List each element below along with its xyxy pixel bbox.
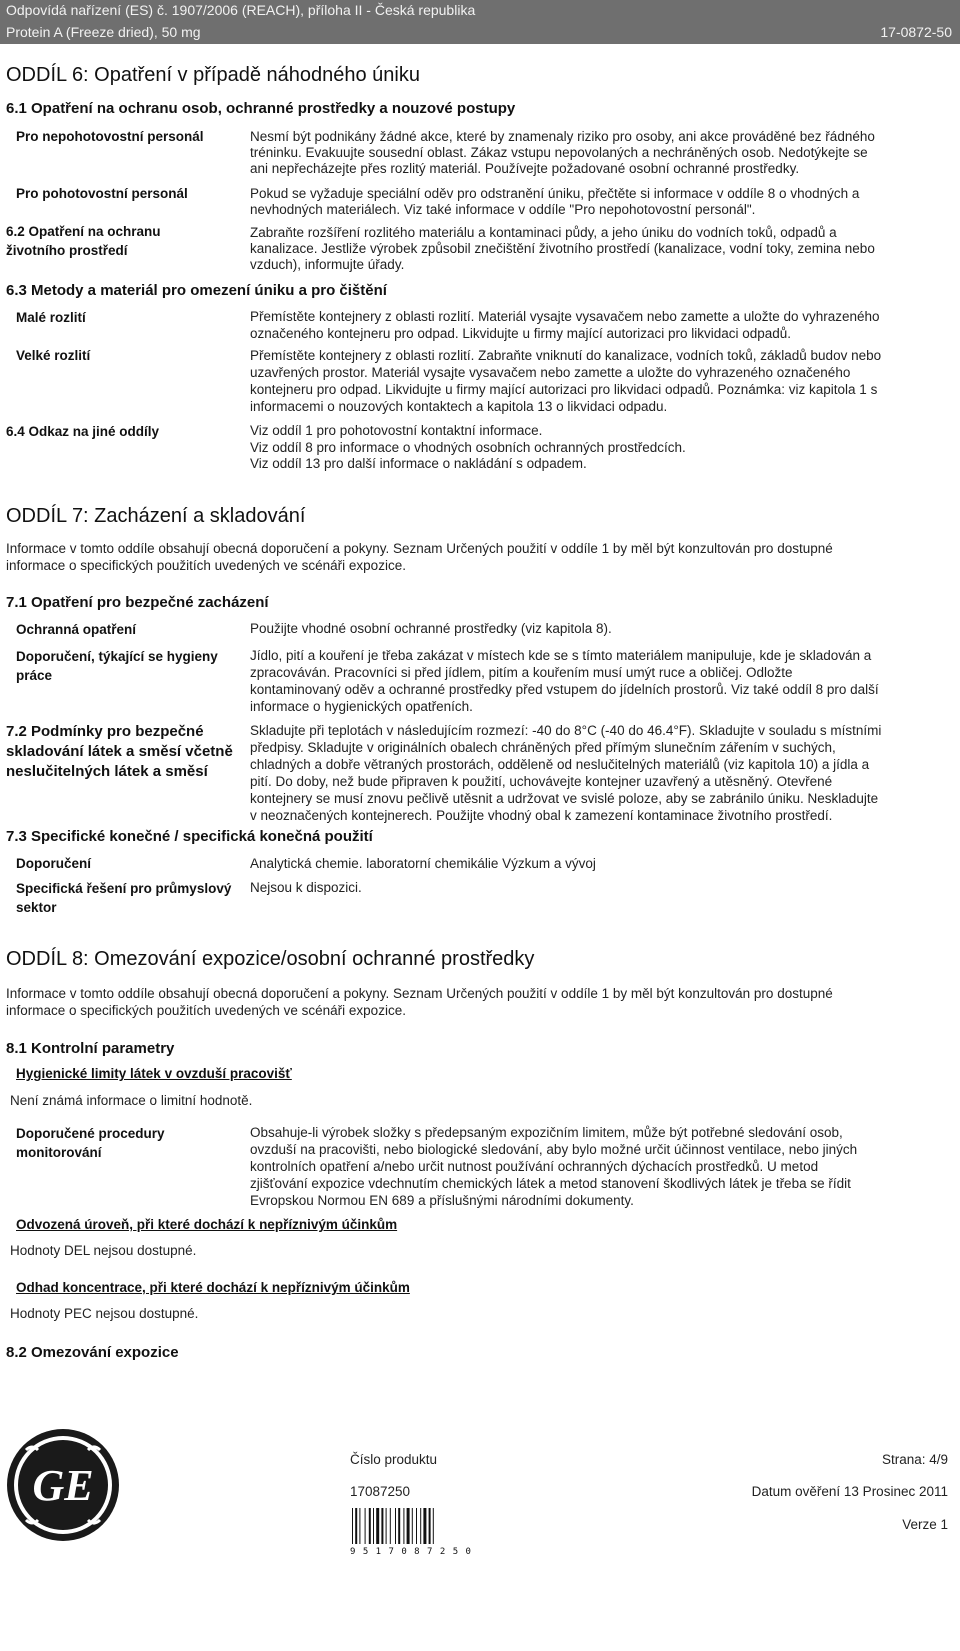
- text-monitoring-3: kontrolních opatření a/nebo určit nutnost používání ochranných dýchacích prostředků. U metod: [250, 1159, 819, 1174]
- dnel-heading: Odvozená úroveň, při které dochází k nepříznivým účinkům: [16, 1217, 398, 1232]
- label-7-2-2: skladování látek a směsí včetně: [6, 743, 233, 760]
- section-7-intro-1: Informace v tomto oddíle obsahují obecná doporučení a pokyny. Seznam Určených použití v oddíle 1 by měl být konzultován pro dostupné: [6, 541, 833, 556]
- text-hygiene-3: kontaminovaný oděv a ochranné prostředky před vstupem do jídelních prostorů. Viz také oddíl 8 pro další: [250, 682, 879, 697]
- text-7-2-4: pití. Do doby, než bude připraven k použití, uchovávejte kontejner uzavřený a utěsněný. Otevřené: [250, 774, 833, 789]
- text-protective-measures: Použijte vhodné osobní ochranné prostředky (viz kapitola 8).: [250, 621, 612, 636]
- pnec-text: Hodnoty PEC nejsou dostupné.: [10, 1306, 199, 1321]
- label-7-2-3: neslučitelných látek a směsí: [6, 763, 208, 780]
- text-monitoring-5: Evropskou Normou EN 689 a příslušnými národními dokumenty.: [250, 1193, 634, 1208]
- text-monitoring-2: ovzduší na pracovišti, nebo biologické sledování, aby bylo možné určit účinnost ventilace, nebo jiných: [250, 1142, 858, 1157]
- text-non-emergency-2: tréninku. Evakuujte sousední oblast. Zákaz vstupu nepovolaných a nechráněných osob. Nedotýkejte se: [250, 145, 868, 160]
- label-hygiene-2: práce: [16, 668, 53, 683]
- section-8-title: ODDÍL 8: Omezování expozice/osobní ochranné prostředky: [6, 948, 535, 970]
- label-monitoring-1: Doporučené procedury: [16, 1126, 165, 1141]
- text-6-4-1: Viz oddíl 1 pro pohotovostní kontaktní informace.: [250, 423, 543, 438]
- label-non-emergency: Pro nepohotovostní personál: [16, 129, 204, 144]
- product-number: 17087250: [350, 1484, 411, 1499]
- text-7-2-5: kontejnery se musí znovu pečlivě utěsnit a udržovat ve svislé poloze, aby se zabránilo úniku. Neskladujte: [250, 791, 879, 806]
- text-7-2-3: chladných a dobře větraných prostorách, odděleně od neslučitelných materiálů (viz kapitola 10) a jídla a: [250, 757, 870, 772]
- text-7-2-1: Skladujte při teplotách v následujícím rozmezí: -40 do 8°C (-40 do 46.4°F). Skladujte v souladu s místními: [250, 723, 882, 738]
- section-8-intro-2: informace o specifických použitích uvedených ve scénáři expozice.: [6, 1003, 406, 1018]
- pnec-heading: Odhad koncentrace, při které dochází k nepříznivým účinkům: [16, 1280, 410, 1295]
- text-hygiene-4: informace o hygienických opatřeních.: [250, 699, 473, 714]
- label-7-2-1: 7.2 Podmínky pro bezpečné: [6, 723, 204, 740]
- page-number: Strana: 4/9: [881, 1452, 948, 1467]
- label-recommendation: Doporučení: [16, 856, 92, 871]
- label-small-spill: Malé rozlití: [16, 310, 86, 325]
- barcode-digits: 9 5 1 7 0 8 7 2 5 0: [350, 1547, 472, 1557]
- text-emergency-1: Pokud se vyžaduje speciální oděv pro odstranění úniku, přečtěte si informace v oddíle 8 o vhodných a: [250, 186, 860, 201]
- text-emergency-2: nevhodných materiálech. Viz také informace v oddíle "Pro nepohotovostní personál".: [250, 202, 756, 217]
- text-6-2-1: Zabraňte rozšíření rozlitého materiálu a kontaminaci půdy, a jeho úniku do vodních toků, odpadů a: [250, 225, 837, 240]
- text-non-emergency-1: Nesmí být podnikány žádné akce, které by znamenaly riziko pro osoby, ani akce prováděné bez řádného: [250, 129, 875, 144]
- label-monitoring-2: monitorování: [16, 1145, 102, 1160]
- ge-logo: [6, 1428, 120, 1542]
- text-6-2-2: kanalizace. Jestliže výrobek způsobil znečištění životního prostředí (kanalizace, vodní toky, zemina nebo: [250, 241, 875, 256]
- text-hygiene-2: zpracováván. Pracovníci si před jídlem, pitím a kouřením musí umýt ruce a obličej. Odložte: [250, 665, 793, 680]
- svg-text:GE: GE: [32, 1461, 94, 1510]
- text-large-spill-3: kontejneru pro odpad. Likvidujte u firmy mající autorizaci pro likvidaci odpadů. Poznámka: viz kapitola 1 s: [250, 382, 878, 397]
- oel-text: Není známá informace o limitní hodnotě.: [10, 1093, 253, 1108]
- section-7-intro-2: informace o specifických použitích uvedených ve scénáři expozice.: [6, 558, 406, 573]
- dnel-text: Hodnoty DEL nejsou dostupné.: [10, 1243, 197, 1258]
- version: Verze 1: [902, 1517, 948, 1532]
- text-7-2-2: předpisy. Skladujte v originálních obalech chráněných před přímým slunečním zářením v suchých,: [250, 740, 836, 755]
- text-hygiene-1: Jídlo, pití a kouření je třeba zakázat v místech kde se s tímto materiálem manipuluje, kde je skladován a: [250, 648, 872, 663]
- text-large-spill-2: uzavřených prostor. Materiál vysajte vysavačem nebo zamette a uložte do vyhrazeného označeného: [250, 365, 851, 380]
- text-industrial: Nejsou k dispozici.: [250, 880, 362, 895]
- section-8-1-heading: 8.1 Kontrolní parametry: [6, 1040, 175, 1057]
- section-8-intro-1: Informace v tomto oddíle obsahují obecná doporučení a pokyny. Seznam Určených použití v oddíle 1 by měl být konzultován pro dostupné: [6, 986, 833, 1001]
- regulation-line: Odpovídá nařízení (ES) č. 1907/2006 (REACH), příloha II - Česká republika: [6, 2, 476, 18]
- label-industrial-1: Specifická řešení pro průmyslový: [16, 881, 232, 896]
- product-number-label: Číslo produktu: [350, 1452, 438, 1467]
- text-non-emergency-3: ani nepřecházejte přes rozlitý materiál. Používejte požadované osobní ochranné prostředky.: [250, 161, 800, 176]
- section-7-3-heading: 7.3 Specifické konečné / specifická konečná použití: [6, 828, 373, 845]
- label-6-2-line2: životního prostředí: [6, 243, 128, 258]
- section-6-title: ODDÍL 6: Opatření v případě náhodného úniku: [6, 64, 420, 86]
- text-6-4-2: Viz oddíl 8 pro informace o vhodných osobních ochranných prostředcích.: [250, 440, 686, 455]
- section-7-title: ODDÍL 7: Zacházení a skladování: [6, 505, 306, 527]
- label-6-2-line1: 6.2 Opatření na ochranu: [6, 224, 161, 239]
- section-8-2-heading: 8.2 Omezování expozice: [6, 1344, 179, 1361]
- text-7-2-6: v neoznačených kontejnerech. Použijte vhodný obal k zamezení kontaminace životního prostředí.: [250, 808, 833, 823]
- text-large-spill-1: Přemístěte kontejnery z oblasti rozlití. Zabraňte vniknutí do kanalizace, vodních toků, základů budov nebo: [250, 348, 882, 363]
- text-monitoring-1: Obsahuje-li výrobek složky s předepsaným expozičním limitem, může být potřebné sledování osob,: [250, 1125, 843, 1140]
- section-6-3-heading: 6.3 Metody a materiál pro omezení úniku a pro čištění: [6, 282, 387, 299]
- text-small-spill-1: Přemístěte kontejnery z oblasti rozlití. Materiál vysajte vysavačem nebo zamette a uložte do vyhrazeného: [250, 309, 880, 324]
- label-large-spill: Velké rozlití: [16, 348, 91, 363]
- text-monitoring-4: zjišťování expozice vdechnutím chemických látek a metod stanovení škodlivých látek je třeba se řídit: [250, 1176, 851, 1191]
- text-large-spill-4: informacemi o nouzových kontaktech a kapitola 13 o likvidaci odpadu.: [250, 399, 668, 414]
- section-7-1-heading: 7.1 Opatření pro bezpečné zacházení: [6, 594, 269, 611]
- product-code: 17-0872-50: [880, 24, 952, 40]
- text-recommendation: Analytická chemie. laboratorní chemikálie Výzkum a vývoj: [250, 856, 596, 871]
- validation-date: Datum ověření 13 Prosinec 2011: [751, 1484, 948, 1499]
- text-6-2-3: vzduch), informujte úřady.: [250, 257, 405, 272]
- label-industrial-2: sektor: [16, 900, 57, 915]
- text-6-4-3: Viz oddíl 13 pro další informace o nakládání s odpadem.: [250, 456, 587, 471]
- label-hygiene-1: Doporučení, týkající se hygieny: [16, 649, 218, 664]
- product-name: Protein A (Freeze dried), 50 mg: [6, 24, 201, 40]
- oel-heading: Hygienické limity látek v ovzduší pracovišť: [16, 1066, 292, 1081]
- barcode: [350, 1508, 472, 1556]
- label-protective-measures: Ochranná opatření: [16, 622, 137, 637]
- section-6-1-heading: 6.1 Opatření na ochranu osob, ochranné prostředky a nouzové postupy: [6, 100, 516, 117]
- label-6-4: 6.4 Odkaz na jiné oddíly: [6, 424, 160, 439]
- label-emergency: Pro pohotovostní personál: [16, 186, 188, 201]
- text-small-spill-2: označeného kontejneru pro odpad. Likvidujte u firmy mající autorizaci pro likvidaci odpadů.: [250, 326, 792, 341]
